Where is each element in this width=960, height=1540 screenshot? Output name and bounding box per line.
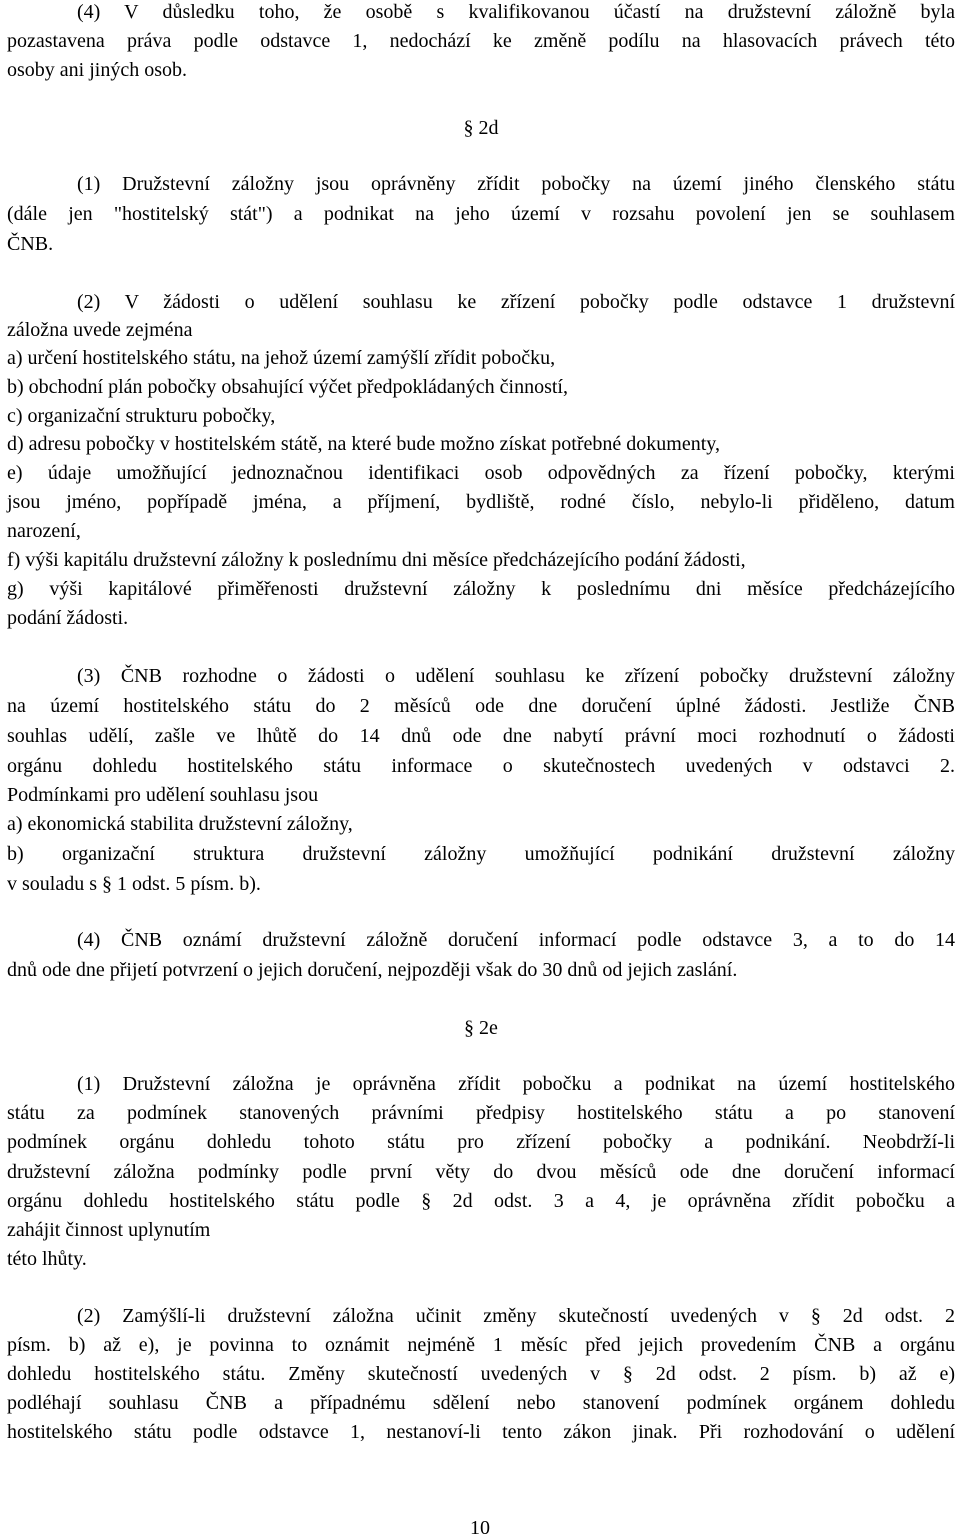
list-item: a) určení hostitelského státu, na jehož území zamýšlí zřídit pobočku, xyxy=(7,347,556,369)
section-heading-2e: § 2e xyxy=(464,1017,498,1039)
text-line: osoby ani jiných osob. xyxy=(7,59,187,81)
text-line: dohledu hostitelského státu. Změny skutečností uvedených v § 2d odst. 2 písm. b) až e) xyxy=(7,1363,955,1385)
text-line: orgánu dohledu hostitelského státu informace o skutečnostech uvedených v odstavci 2. xyxy=(7,755,955,777)
text-line: (4) ČNB oznámí družstevní záložně doručení informací podle odstavce 3, a to do 14 xyxy=(77,929,955,951)
page-number: 10 xyxy=(470,1517,490,1539)
text-line: (1) Družstevní záložny jsou oprávněny zřídit pobočky na území jiného členského státu xyxy=(77,173,955,195)
text-line: dnů ode dne přijetí potvrzení o jejich doručení, nejpozději však do 30 dnů od jejich zaslání. xyxy=(7,959,738,981)
text-line: pozastavena práva podle odstavce 1, nedochází ke změně podílu na hlasovacích právech této xyxy=(7,30,955,52)
list-item: a) ekonomická stabilita družstevní záložny, xyxy=(7,813,353,835)
list-item: e) údaje umožňující jednoznačnou identifikaci osob odpovědných za řízení pobočky, kterými xyxy=(7,462,955,484)
list-item: g) výši kapitálové přiměřenosti družstevní záložny k poslednímu dni měsíce předcházejícího xyxy=(7,578,955,600)
text-line: (1) Družstevní záložna je oprávněna zřídit pobočku a podnikat na území hostitelského xyxy=(77,1073,955,1095)
text-line: ČNB. xyxy=(7,233,54,255)
text-line: (dále jen "hostitelský stát") a podnikat na jeho území v rozsahu povolení jen se souhlasem xyxy=(7,203,955,225)
text-line: písm. b) až e), je povinna to oznámit nejméně 1 měsíc před jejich provedením ČNB a orgánu xyxy=(7,1334,955,1356)
text-line: (3) ČNB rozhodne o žádosti o udělení souhlasu ke zřízení pobočky družstevní záložny xyxy=(77,665,955,687)
list-item: b) obchodní plán pobočky obsahující výčet předpokládaných činností, xyxy=(7,376,568,398)
text-line: (2) Zamýšlí-li družstevní záložna učinit změny skutečností uvedených v § 2d odst. 2 xyxy=(77,1305,955,1327)
text-line: zahájit činnost uplynutím xyxy=(7,1219,211,1241)
text-line: na území hostitelského státu do 2 měsíců ode dne doručení úplné žádosti. Jestliže ČNB xyxy=(7,695,955,717)
text-line: souhlas udělí, zašle ve lhůtě do 14 dnů ode dne nabytí právní moci rozhodnutí o žádosti xyxy=(7,725,955,747)
text-line: (4) V důsledku toho, že osobě s kvalifikovanou účastí na družstevní záložně byla xyxy=(77,1,955,23)
list-item: d) adresu pobočky v hostitelském státě, na které bude možno získat potřebné dokumenty, xyxy=(7,433,720,455)
list-item: c) organizační strukturu pobočky, xyxy=(7,405,276,427)
text-line: podmínek orgánu dohledu tohoto státu pro zřízení pobočky a podnikání. Neobdrží-li xyxy=(7,1131,955,1153)
text-line: (2) V žádosti o udělení souhlasu ke zřízení pobočky podle odstavce 1 družstevní xyxy=(77,291,955,313)
text-line: družstevní záložna podmínky podle první věty do dvou měsíců ode dne doručení informací xyxy=(7,1161,955,1183)
text-line: záložna uvede zejména xyxy=(7,319,193,341)
text-line: hostitelského státu podle odstavce 1, nestanoví-li tento zákon jinak. Při rozhodování o udělení xyxy=(7,1421,955,1443)
text-line: orgánu dohledu hostitelského státu podle § 2d odst. 3 a 4, je oprávněna zřídit pobočku a xyxy=(7,1190,955,1212)
text-line: této lhůty. xyxy=(7,1248,87,1270)
text-line: podání žádosti. xyxy=(7,607,129,629)
text-line: v souladu s § 1 odst. 5 písm. b). xyxy=(7,873,261,895)
text-line: narození, xyxy=(7,520,81,542)
text-line: podléhají souhlasu ČNB a případnému sdělení nebo stanovení podmínek orgánem dohledu xyxy=(7,1392,955,1414)
text-line: Podmínkami pro udělení souhlasu jsou xyxy=(7,784,319,806)
list-item: b) organizační struktura družstevní záložny umožňující podnikání družstevní záložny xyxy=(7,843,955,865)
section-heading-2d: § 2d xyxy=(463,117,499,139)
text-line: státu za podmínek stanovených právními předpisy hostitelského státu a po stanovení xyxy=(7,1102,955,1124)
list-item: f) výši kapitálu družstevní záložny k poslednímu dni měsíce předcházejícího podání žádosti, xyxy=(7,549,746,571)
text-line: jsou jméno, popřípadě jména, a příjmení, bydliště, rodné číslo, nebylo-li přiděleno, datum xyxy=(7,491,955,513)
